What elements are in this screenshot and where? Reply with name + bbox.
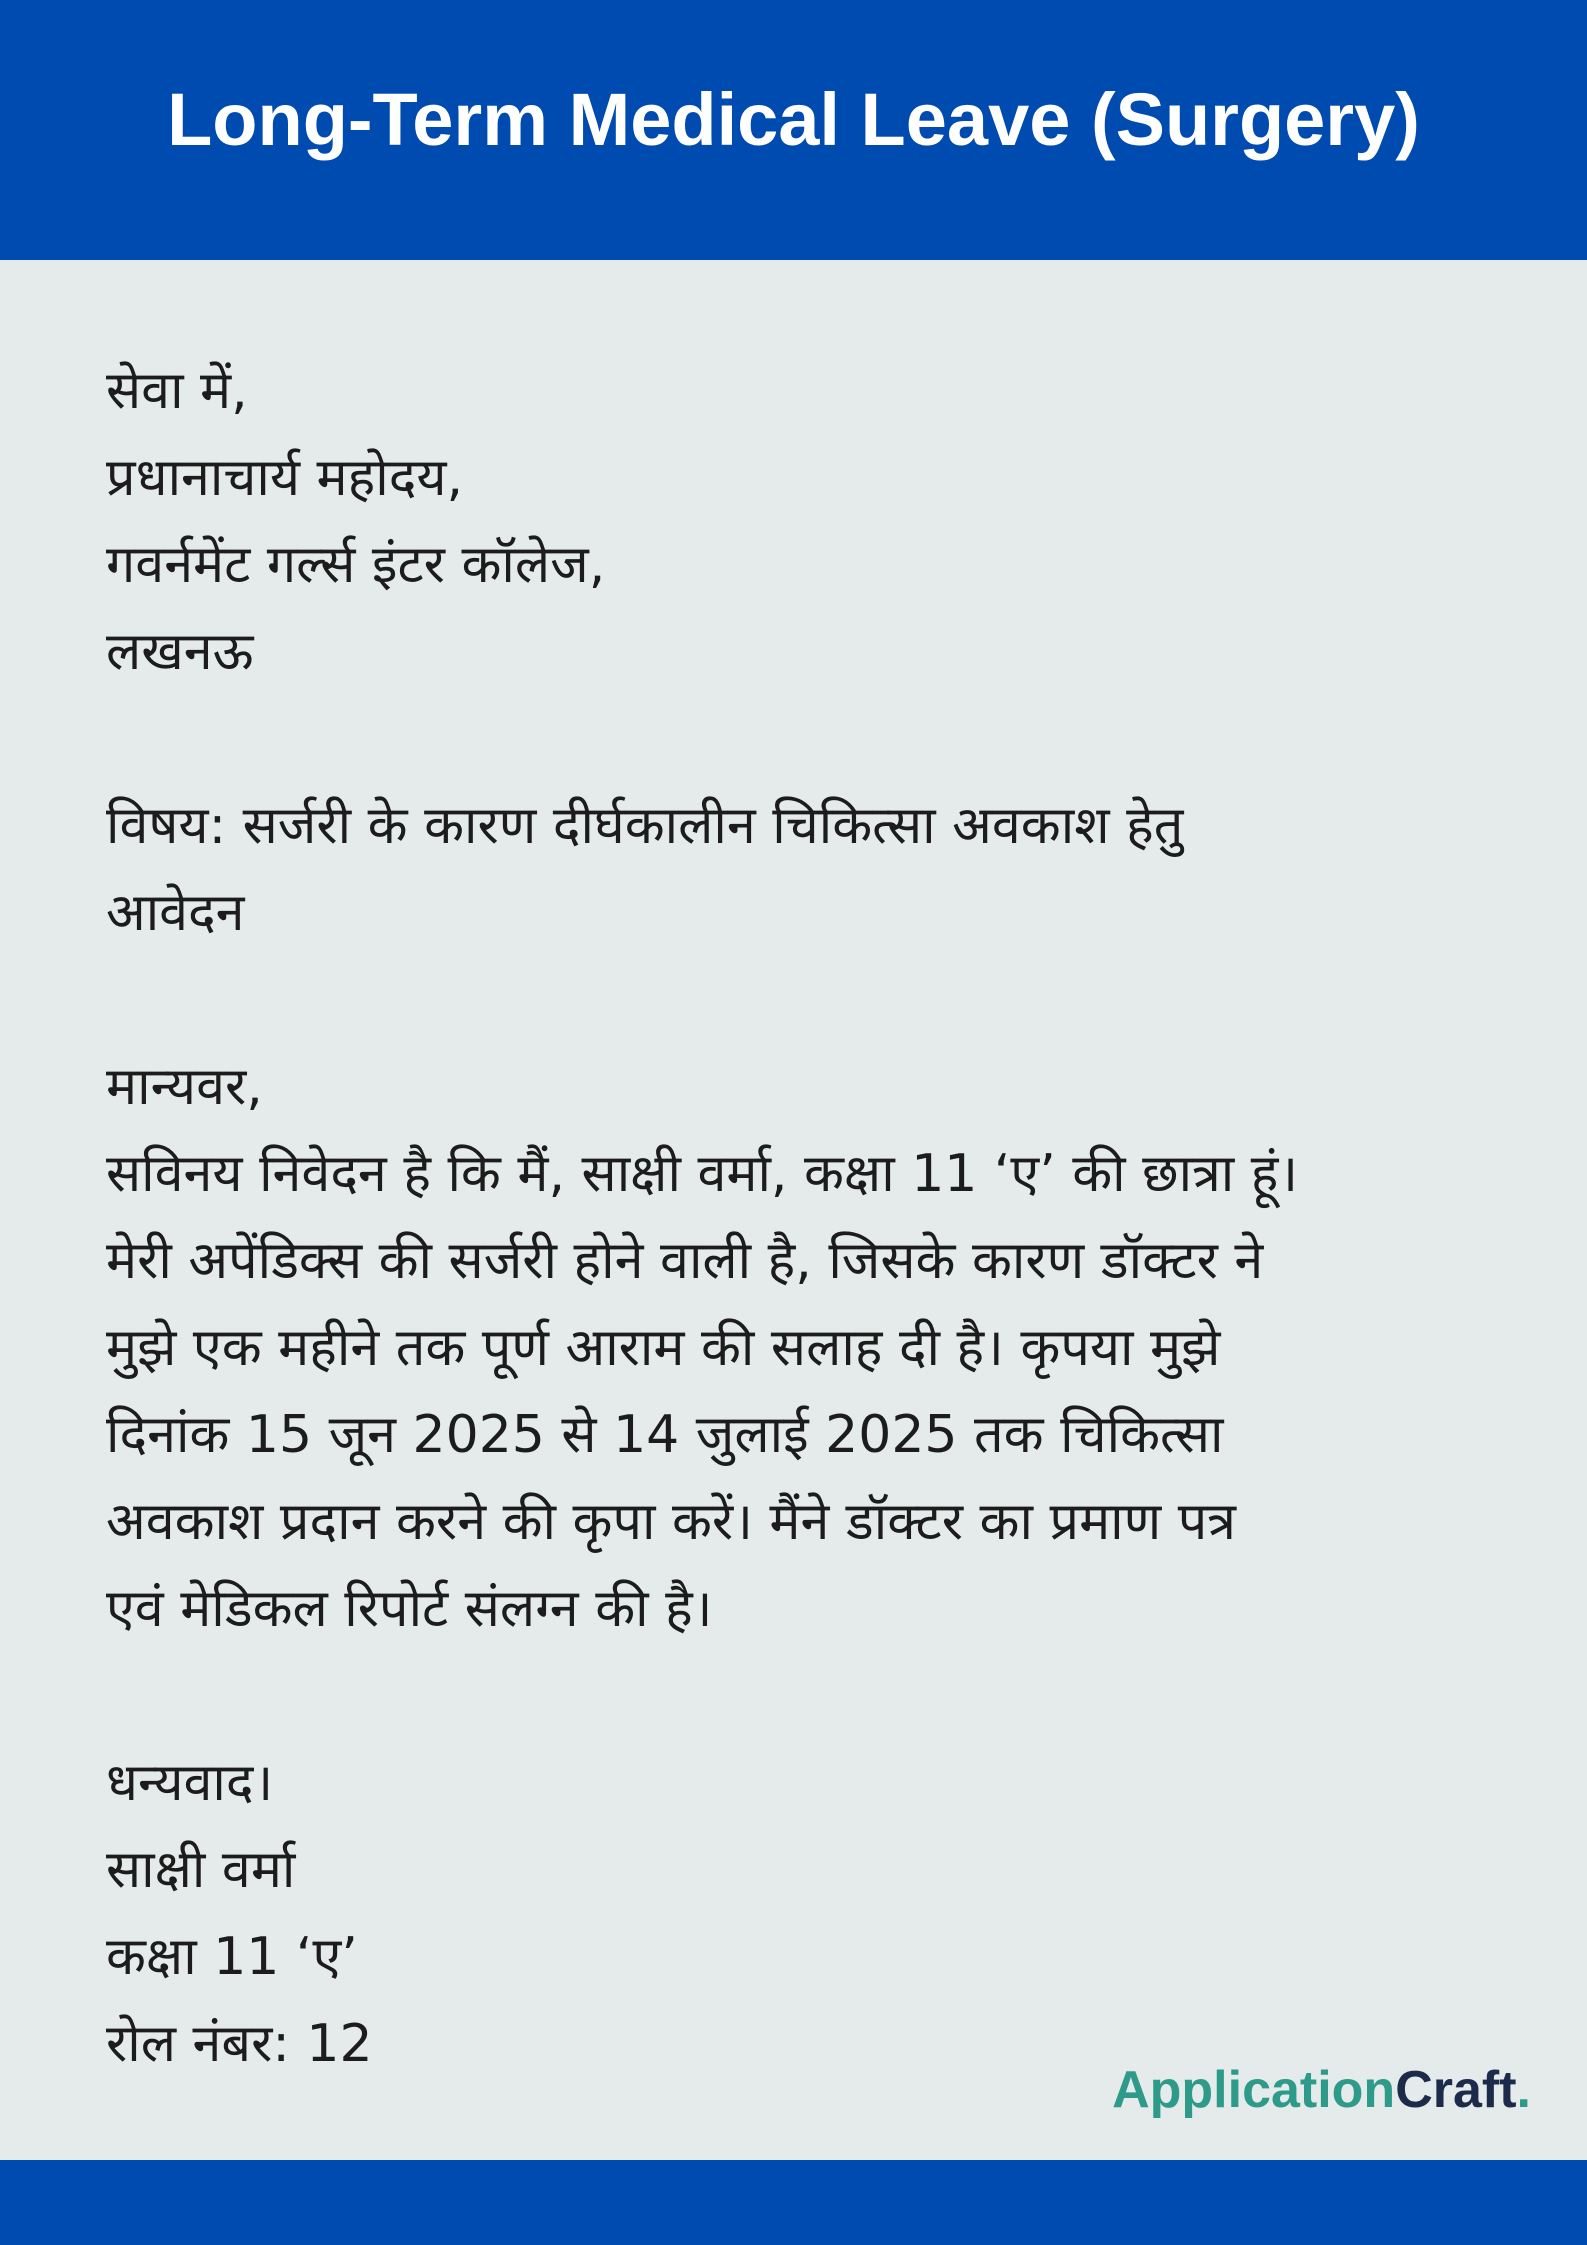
- body-line: एवं मेडिकल रिपोर्ट संलग्न की है।: [106, 1579, 713, 1639]
- address-line: लखनऊ: [106, 622, 254, 682]
- brand-logo-part2: Craft: [1395, 2061, 1517, 2119]
- header-banner: [0, 0, 1587, 260]
- salutation: मान्यवर,: [106, 1057, 263, 1117]
- letter-content: [106, 348, 1506, 2088]
- body-line: दिनांक 15 जून 2025 से 14 जुलाई 2025 तक चिकित्सा: [106, 1405, 1224, 1465]
- address-line: गवर्नमेंट गर्ल्स इंटर कॉलेज,: [106, 535, 606, 595]
- spacer: [106, 957, 1506, 1044]
- address-line: प्रधानाचार्य महोदय,: [106, 448, 464, 508]
- signature-name: साक्षी वर्मा: [106, 1840, 296, 1900]
- signature-block: [106, 1827, 1506, 2088]
- subject-line: [106, 783, 1506, 957]
- signature-roll: रोल नंबर: 12: [106, 2014, 373, 2074]
- brand-logo-dot: .: [1516, 2061, 1531, 2119]
- page-title: Long-Term Medical Leave (Surgery): [167, 77, 1420, 161]
- subject-text: विषय: सर्जरी के कारण दीर्घकालीन चिकित्सा अवकाश हेतु: [106, 796, 1184, 856]
- brand-logo: [1112, 2060, 1531, 2120]
- closing: धन्यवाद।: [106, 1753, 274, 1813]
- body-line: सविनय निवेदन है कि मैं, साक्षी वर्मा, कक्षा 11 ‘ए’ की छात्रा हूं।: [106, 1144, 1299, 1204]
- address-line: सेवा में,: [106, 361, 248, 421]
- subject-text: आवेदन: [106, 883, 245, 943]
- signature-class: कक्षा 11 ‘ए’: [106, 1927, 358, 1987]
- body-line: मेरी अपेंडिक्स की सर्जरी होने वाली है, जिसके कारण डॉक्टर ने: [106, 1231, 1264, 1291]
- recipient-address: [106, 348, 1506, 696]
- footer-bar: [0, 2160, 1587, 2245]
- spacer: [106, 696, 1506, 783]
- body-line: मुझे एक महीने तक पूर्ण आराम की सलाह दी है। कृपया मुझे: [106, 1318, 1221, 1378]
- letter-body: [106, 1131, 1506, 1653]
- spacer: [106, 1653, 1506, 1740]
- body-line: अवकाश प्रदान करने की कृपा करें। मैंने डॉक्टर का प्रमाण पत्र: [106, 1492, 1236, 1552]
- brand-logo-part1: Application: [1112, 2061, 1396, 2119]
